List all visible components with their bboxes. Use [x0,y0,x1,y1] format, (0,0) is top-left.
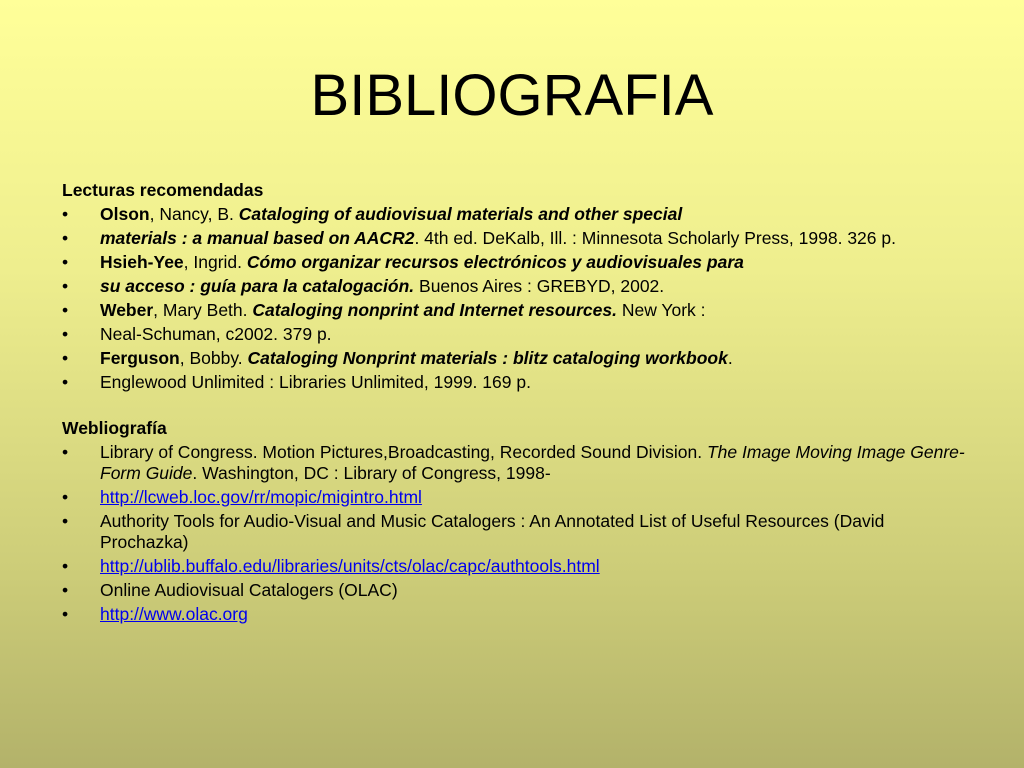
author: Olson [100,204,150,224]
list-item [62,252,967,273]
list-item [62,324,967,345]
list-item [62,300,967,321]
author: Hsieh-Yee [100,252,184,272]
citation-text: New York : [617,300,706,320]
work-title: The Image Moving Image Genre-Form Guide [100,442,965,483]
author: Weber [100,300,154,320]
citation-text: Authority Tools for Audio-Visual and Music Catalogers : An Annotated List of Useful Resources (David Prochazka) [100,511,885,552]
work-title: materials : a manual based on AACR2 [100,228,415,248]
work-title: Cataloging of audiovisual materials and other special [238,204,683,224]
citation-text: Buenos Aires : GREBYD, 2002. [414,276,665,296]
citation-text: . 4th ed. DeKalb, Ill. : Minnesota Scholarly Press, 1998. 326 p. [414,228,896,248]
lecturas-heading: Lecturas recomendadas [62,180,264,200]
loc-mopic-link[interactable]: http://lcweb.loc.gov/rr/mopic/migintro.html [100,487,422,507]
work-title: Cataloging Nonprint materials : blitz cataloging workbook [247,348,728,368]
citation-text: , Bobby. [179,348,248,368]
work-title: su acceso : guía para la catalogación. [100,276,415,296]
list-item [62,604,967,625]
list-item [62,580,967,601]
list-item [62,204,967,225]
list-item [62,228,967,249]
citation-text: . Washington, DC : Library of Congress, 1998- [192,463,551,483]
list-item [62,372,967,393]
work-title: Cómo organizar recursos electrónicos y audiovisuales para [246,252,744,272]
citation-text: , Nancy, B. [149,204,239,224]
list-item [62,511,967,553]
olac-link[interactable]: http://www.olac.org [100,604,248,624]
work-title: Cataloging nonprint and Internet resources. [252,300,617,320]
citation-text: Englewood Unlimited : Libraries Unlimited, 1999. 169 p. [100,372,531,392]
list-item [62,276,967,297]
citation-text: . [727,348,733,368]
citation-text: , Ingrid. [183,252,247,272]
citation-text: , Mary Beth. [153,300,253,320]
citation-text: Library of Congress. Motion Pictures,Broadcasting, Recorded Sound Division. [100,442,707,462]
webliografia-list [62,442,967,625]
lecturas-list [62,204,967,393]
citation-text: Neal-Schuman, c2002. 379 p. [100,324,332,344]
buffalo-authtools-link[interactable]: http://ublib.buffalo.edu/libraries/units/cts/olac/capc/authtools.html [100,556,600,576]
list-item [62,487,967,508]
bibliography-content [62,180,967,628]
webliografia-heading: Webliografía [62,418,167,438]
list-item [62,442,967,484]
list-item [62,348,967,369]
citation-text: Online Audiovisual Catalogers (OLAC) [100,580,398,600]
author: Ferguson [100,348,180,368]
page-title: BIBLIOGRAFIA [310,63,714,128]
list-item [62,556,967,577]
